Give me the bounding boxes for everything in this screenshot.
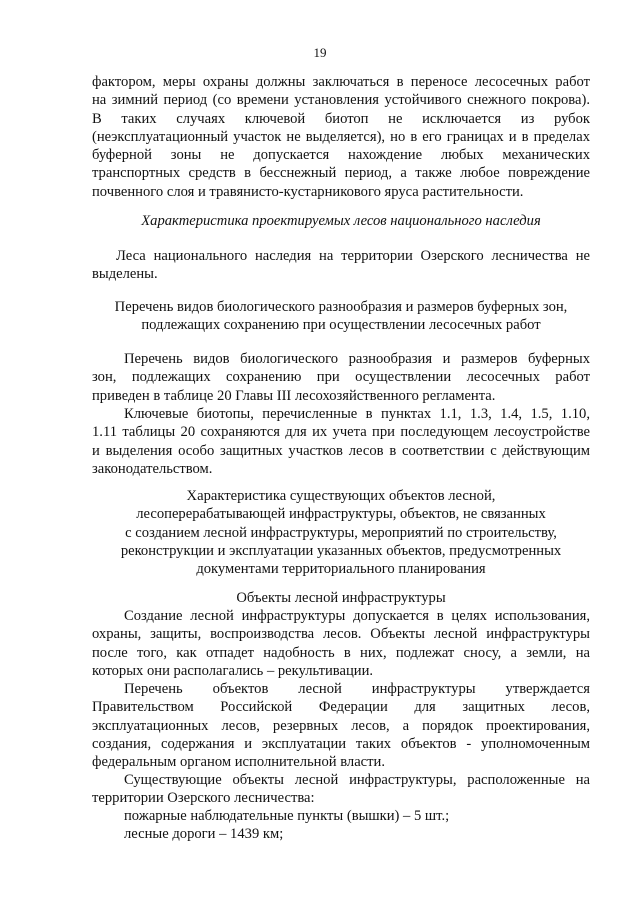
heading-line: Характеристика существующих объектов лесной,	[186, 488, 496, 504]
list-item: лесные дороги – 1439 км;	[124, 826, 284, 843]
section-heading-infrastructure-characteristics	[92, 487, 590, 578]
heading-line: подлежащих сохранению при осуществлении лесосечных работ	[141, 317, 541, 334]
paragraph-5	[92, 607, 590, 680]
text-line: Перечень объектов лесной инфраструктуры утверждается	[124, 681, 590, 697]
text-line: создания, содержания и эксплуатации таких объектов - уполномоченным	[92, 735, 590, 752]
text-line: на зимний период (со времени установления устойчивого снежного покрова).	[92, 92, 590, 109]
text-line: выделены.	[92, 266, 158, 283]
page-number: 19	[313, 45, 327, 60]
heading-line: реконструкции и эксплуатации указанных объектов, предусмотренных	[120, 542, 562, 559]
text-line: охраны, защиты, воспроизводства лесов. Объекты лесной инфраструктуры	[92, 626, 590, 643]
paragraph-1	[92, 73, 590, 201]
text-line: фактором, меры охраны должны заключаться в переносе лесосечных работ	[92, 74, 590, 90]
text-line: территории Озерского лесничества:	[92, 790, 315, 807]
text-line: Существующие объекты лесной инфраструктуры, расположенные на	[124, 772, 590, 788]
text-line: транспортных средств в бесснежный период, а также любое повреждение	[92, 165, 590, 182]
text-line: почвенного слоя и травянисто-кустарникового яруса растительности.	[92, 183, 524, 200]
section-heading-national-heritage: Характеристика проектируемых лесов национального наследия	[141, 213, 541, 229]
paragraph-3	[92, 350, 590, 405]
text-line: законодательством.	[92, 460, 213, 477]
heading-line: документами территориального планирования	[196, 561, 486, 578]
text-line: приведен в таблице 20 Главы III лесохозяйственного регламента.	[92, 387, 496, 404]
heading-line: лесоперерабатывающей инфраструктуры, объектов, не связанных	[136, 506, 546, 523]
text-line: В таких случаях ключевой биотоп не исключается из рубок	[92, 110, 590, 127]
section-heading-biodiversity	[92, 298, 590, 335]
infrastructure-list	[92, 807, 590, 844]
paragraph-2	[92, 247, 590, 284]
text-line: буферной зоны не допускается нахождение любых механических	[92, 147, 590, 164]
paragraph-4	[92, 405, 590, 478]
subheading-forest-infrastructure: Объекты лесной инфраструктуры	[236, 590, 446, 606]
text-line: Перечень видов биологического разнообразия и размеров буферных	[124, 351, 590, 367]
text-line: Создание лесной инфраструктуры допускается в целях использования,	[124, 608, 590, 624]
text-line: зон, подлежащих сохранению при осуществлении лесосечных работ	[92, 369, 590, 386]
heading-line: с созданием лесной инфраструктуры, мероприятий по строительству,	[125, 524, 557, 541]
paragraph-7	[92, 771, 590, 808]
text-line: 1.11 таблицы 20 сохраняются для их учета при последующем лесоустройстве	[92, 424, 590, 441]
text-line: федеральным органом исполнительной власти.	[92, 754, 385, 771]
text-line: эксплуатационных лесов, резервных лесов, а порядок проектирования,	[92, 717, 590, 734]
text-line: Ключевые биотопы, перечисленные в пунктах 1.1, 1.3, 1.4, 1.5, 1.10,	[124, 406, 590, 422]
text-line: после того, как отпадет надобность в них, подлежат сносу, а земли, на	[92, 644, 590, 661]
text-line: и выделения особо защитных участков лесов в соответствии с действующим	[92, 442, 590, 459]
paragraph-6	[92, 680, 590, 771]
text-line: Леса национального наследия на территории Озерского лесничества не	[116, 248, 590, 264]
list-item: пожарные наблюдательные пункты (вышки) – 5 шт.;	[124, 808, 450, 824]
heading-line: Перечень видов биологического разнообразия и размеров буферных зон,	[114, 299, 568, 315]
text-line: Правительством Российской Федерации для защитных лесов,	[92, 699, 590, 716]
text-line: которых они располагались – рекультивации.	[92, 662, 374, 679]
text-line: (неэксплуатационный участок не выделяется), но в его границах и в пределах	[92, 128, 590, 145]
